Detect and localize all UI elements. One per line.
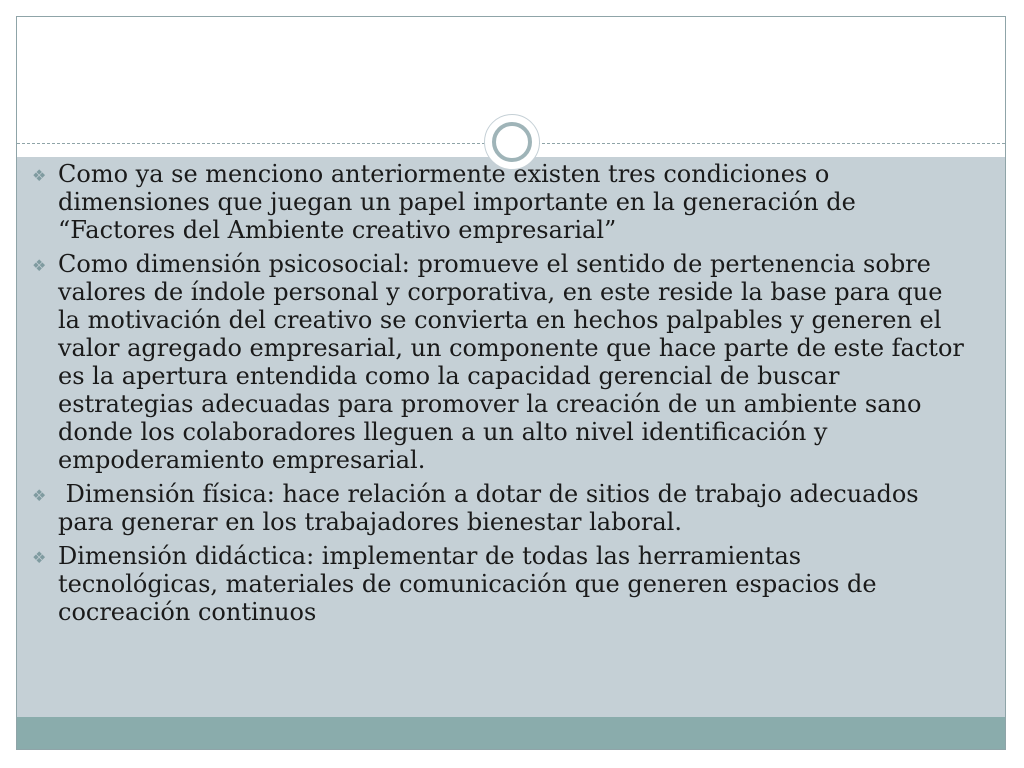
bullet-text: Como ya se menciono anteriormente existen tres condiciones o dimensiones que juegan un papel importante en la generación de “Factores del Ambiente creativo empresarial” (58, 160, 856, 244)
footer-band (17, 717, 1005, 750)
diamond-bullet-icon: ❖ (32, 166, 47, 185)
bullet-text: Dimensión didáctica: implementar de todas las herramientas tecnológicas, materiales de comunicación que generen espacios de cocreación continuos (58, 542, 877, 626)
diamond-bullet-icon: ❖ (32, 486, 47, 505)
ring-icon (492, 122, 532, 162)
bullet-text: Como dimensión psicosocial: promueve el sentido de pertenencia sobre valores de índole personal y corporativa, en este reside la base para que la motivación del creativo se convierta en hechos palpables y generen el valor agregado empresarial, un componente que hace parte de este factor es la apertura entendida como la capacidad gerencial de buscar estrategias adecuadas para promover la creación de un ambiente sano donde los colaboradores lleguen a un alto nivel identificación y empoderamiento empresarial. (58, 250, 964, 474)
list-item (28, 250, 968, 474)
list-item (28, 160, 968, 244)
list-item (28, 542, 968, 626)
list-item (28, 480, 968, 536)
diamond-bullet-icon: ❖ (32, 256, 47, 275)
bullet-list (28, 160, 968, 632)
diamond-bullet-icon: ❖ (32, 548, 47, 567)
bullet-text: Dimensión física: hace relación a dotar de sitios de trabajo adecuados para generar en los trabajadores bienestar laboral. (58, 480, 927, 536)
